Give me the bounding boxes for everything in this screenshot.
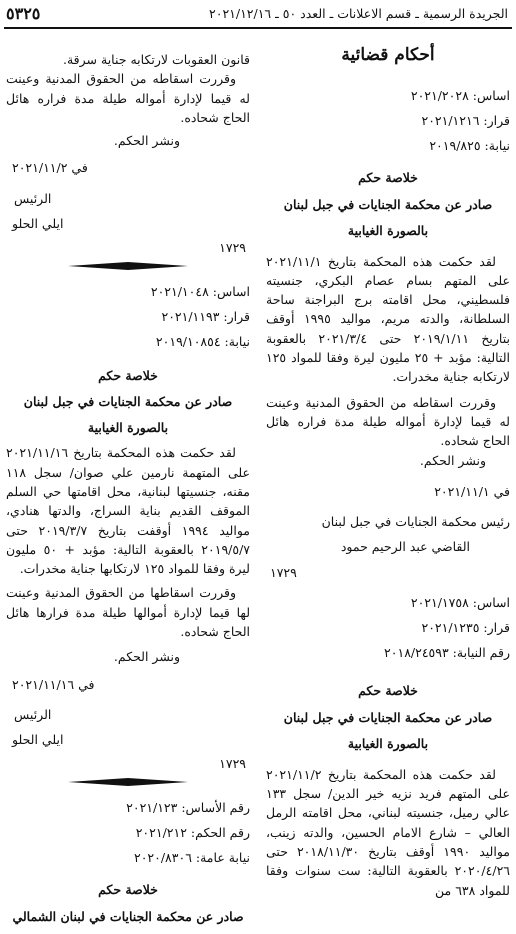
summary-heading: خلاصة حكم	[98, 882, 158, 898]
section-divider	[68, 777, 188, 787]
summary-heading: خلاصة حكم	[358, 170, 418, 186]
signatory-name: ايلي الحلو	[12, 215, 64, 231]
court-subheading: بالصورة الغيابية	[347, 735, 429, 751]
page-header	[0, 0, 516, 28]
publish-note: ونشر الحكم.	[113, 133, 180, 149]
judgment-text: لقد حكمت هذه المحكمة بتاريخ ٢٠٢١/١١/٢ على المتهم فريد نزيه خير الدين/ سجل ١٣٣ عالي رميل، جنسيته لبناني، محل اقامته الرمل العالي – شارع الامام الحسين، والدته زينب، مواليد ١٩٩٠ أوقف بتاريخ ٢٠١٨/١١/٣٠ حتى ٢٠٢٠/٤/٢٦ بالعقوبة التالية: ست سنوات وفقا للمواد ٦٣٨ من	[266, 766, 510, 898]
summary-heading: خلاصة حكم	[98, 368, 158, 384]
section-divider	[68, 261, 188, 271]
signatory-name: ايلي الحلو	[12, 731, 64, 747]
judgment-text: وقررت اسقاطها من الحقوق المدنية وعينت لها قيما لإدارة أموالها طيلة مدة فرارها هائل الحاج شحاده.	[6, 585, 250, 640]
case-ref-prosecution: رقم النيابة: ٢٠١٨/٢٤٥٩٣	[384, 645, 510, 661]
judgment-text: وقررت اسقاطه من الحقوق المدنية وعينت له قيما لإدارة أمواله طيلة مدة فراره هائل الحاج شحاده.	[6, 71, 250, 125]
court-heading: صادر عن محكمة الجنايات في جبل لبنان	[283, 709, 493, 725]
judgment-text: قانون العقوبات لارتكابه جناية سرقة.	[63, 52, 250, 67]
left-column	[6, 50, 250, 930]
case-ref-decision: رقم الحكم: ٢٠٢١/٢١٢	[135, 825, 250, 841]
judgment-date: في ٢٠٢١/١١/٢	[12, 160, 88, 176]
notice-number: ١٧٢٩	[219, 239, 246, 255]
court-subheading: بالصورة الغيابية	[87, 420, 169, 436]
judgment-text: وقررت اسقاطه من الحقوق المدنية وعينت له قيما لإدارة أمواله طيلة مدة فراره هائل الحاج شحاده.	[266, 394, 510, 449]
case-ref-basis: رقم الأساس: ٢٠٢١/١٢٣	[126, 800, 250, 816]
page-number: ٥٣٢٥	[6, 4, 41, 23]
court-subheading: بالصورة الغيابية	[347, 222, 429, 238]
court-heading: صادر عن محكمة الجنايات في لبنان الشمالي	[12, 908, 244, 924]
signatory-name: القاضي عبد الرحيم حمود	[340, 539, 470, 555]
judgment-date: في ٢٠٢١/١١/١٦	[12, 676, 95, 692]
case-ref-basis: اساس: ٢٠٢١/٢٠٢٨	[410, 88, 510, 104]
section-title: أحكام قضائية	[341, 45, 435, 65]
case-ref-prosecution: نيابة: ٢٠١٩/٨٢٥	[429, 138, 510, 154]
court-heading: صادر عن محكمة الجنايات في جبل لبنان	[23, 394, 233, 410]
case-ref-decision: قرار: ٢٠٢١/١٢١٦	[421, 113, 510, 129]
notice-number: ١٧٢٩	[270, 565, 297, 581]
judgment-text: لقد حكمت هذه المحكمة بتاريخ ٢٠٢١/١١/١٦ على المتهمة نارمين علي صوان/ سجل ١١٨ مقنه، جنسيتها لبنانية، محل اقامتها حي السلم الموقف القديم بناية السراج، والدتها هنادي، مواليد ١٩٩٤ أوقفت بتاريخ ٢٠١٩/٣/٧ حتى ٢٠١٩/٥/٧ بالعقوبة التالية: مؤبد + ٥٠ مليون ليرة وفقا للمواد ١٢٥ لارتكابها جناية مخدرات.	[6, 445, 251, 577]
judgment-text: لقد حكمت هذه المحكمة بتاريخ ٢٠٢١/١١/١ على المتهم بسام عصام البكري، جنسيته فلسطيني، محل اقامته برج البراجنة ساحة السلطانة، والدته مريم، مواليد ١٩٩٥ أوقف بتاريخ ٢٠١٩/١/١١ حتى ٢٠٢١/٣/٤ بالعقوبة التالية: مؤبد + ٢٥ مليون ليرة وفقا للمواد ١٢٥ لارتكابه جناية مخدرات.	[266, 253, 510, 385]
case-ref-basis: اساس: ٢٠٢١/١٠٤٨	[150, 284, 250, 300]
header-rule	[4, 27, 512, 29]
court-heading: صادر عن محكمة الجنايات في جبل لبنان	[283, 196, 493, 212]
right-column	[266, 34, 510, 900]
signatory-title: الرئيس	[14, 190, 52, 206]
signatory-title: الرئيس	[14, 706, 52, 722]
case-ref-decision: قرار: ٢٠٢١/١٢٣٥	[421, 620, 510, 636]
summary-heading: خلاصة حكم	[358, 683, 418, 699]
notice-number: ١٧٢٩	[219, 755, 246, 771]
case-ref-basis: اساس: ٢٠٢١/١٧٥٨	[410, 595, 510, 611]
signatory-title: رئيس محكمة الجنايات في جبل لبنان	[321, 514, 510, 530]
case-ref-decision: قرار: ٢٠٢١/١١٩٣	[161, 309, 250, 325]
judgment-date: في ٢٠٢١/١١/١	[434, 483, 510, 499]
gazette-title: الجريدة الرسمية ـ قسم الاعلانات ـ العدد ٥٠ ـ ٢٠٢١/١٢/١٦	[209, 6, 508, 21]
publish-note: ونشر الحكم.	[419, 452, 486, 468]
publish-note: ونشر الحكم.	[113, 649, 180, 665]
case-ref-prosecution: نيابة: ٢٠١٩/١٠٨٥٤	[155, 334, 250, 350]
case-ref-prosecution: نيابة عامة: ٢٠٢٠/٨٣٠٦	[133, 850, 250, 866]
